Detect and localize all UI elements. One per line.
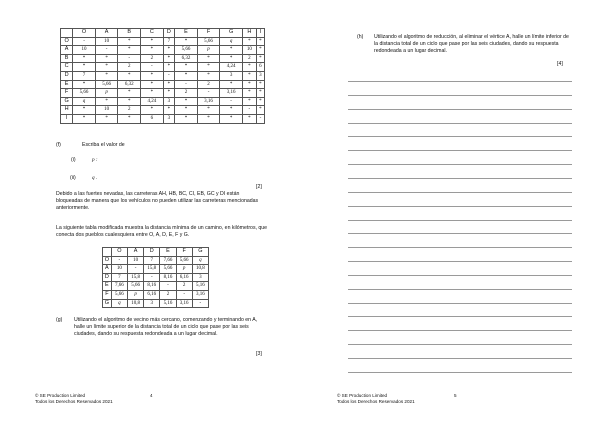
distance-cell: - xyxy=(95,46,118,55)
answer-line xyxy=(348,123,572,124)
distance-cell: * xyxy=(175,114,198,123)
distance-cell: * xyxy=(73,80,96,89)
distance-cell: * xyxy=(175,97,198,106)
distance-cell: * xyxy=(242,97,256,106)
distance-cell: - xyxy=(176,290,192,299)
table-row xyxy=(103,290,209,299)
answer-line xyxy=(348,95,572,96)
row-label-cell: E xyxy=(103,282,112,291)
distance-cell: * xyxy=(163,106,175,115)
table-header-cell: E xyxy=(160,248,176,257)
answer-line xyxy=(348,81,572,82)
distance-cell: q xyxy=(111,299,127,308)
distance-cell: 3 xyxy=(144,299,160,308)
distance-cell: - xyxy=(160,282,176,291)
part-f-ii-label: (ii) xyxy=(70,175,76,181)
table-row xyxy=(61,71,265,80)
footer-left-copyright: © SE Production Limited xyxy=(35,393,86,398)
distance-cell: * xyxy=(141,37,164,46)
distance-cell: 5,66 xyxy=(73,89,96,98)
distance-cell: * xyxy=(95,54,118,63)
distance-cell: 3,16 xyxy=(220,89,243,98)
distance-cell: 15,8 xyxy=(127,273,143,282)
distance-cell: 2 xyxy=(175,89,198,98)
distance-cell: * xyxy=(256,37,264,46)
distance-cell: - xyxy=(111,256,127,265)
distance-cell: p xyxy=(127,290,143,299)
distance-cell: 7 xyxy=(144,256,160,265)
distance-cell: * xyxy=(163,63,175,72)
answer-line xyxy=(348,275,572,276)
distance-cell: * xyxy=(197,63,220,72)
row-label-cell: F xyxy=(61,89,73,98)
table-header-row xyxy=(103,248,209,257)
distance-cell: 10,8 xyxy=(192,265,208,274)
row-label-cell: D xyxy=(103,273,112,282)
row-label-cell: O xyxy=(61,37,73,46)
distance-cell: * xyxy=(220,80,243,89)
distance-cell: 6,32 xyxy=(118,80,141,89)
distance-cell: 2 xyxy=(197,80,220,89)
distance-cell: * xyxy=(197,106,220,115)
table-row xyxy=(103,282,209,291)
distance-cell: - xyxy=(220,97,243,106)
row-label-cell: C xyxy=(61,63,73,72)
table-row xyxy=(103,299,209,308)
distance-cell: 15,8 xyxy=(144,265,160,274)
part-h-marks: [4] xyxy=(557,61,563,67)
distance-cell: 10 xyxy=(73,46,96,55)
answer-line xyxy=(348,109,572,110)
answer-line xyxy=(348,150,572,151)
table-row xyxy=(61,97,265,106)
table-header-cell xyxy=(61,29,73,38)
distance-cell: - xyxy=(197,89,220,98)
footer-right-rights: Todos los Derechos Reservados 2021 xyxy=(337,399,415,404)
distance-cell: 2 xyxy=(242,54,256,63)
distance-cell: 5,66 xyxy=(127,282,143,291)
answer-line xyxy=(348,192,572,193)
distance-cell: q xyxy=(73,97,96,106)
part-g-marks: [3] xyxy=(256,351,262,357)
distance-cell: 3 xyxy=(163,97,175,106)
distance-cell: 2 xyxy=(160,290,176,299)
distance-cell: 5,66 xyxy=(175,46,198,55)
distance-cell: - xyxy=(141,63,164,72)
distance-cell: * xyxy=(242,37,256,46)
row-label-cell: G xyxy=(103,299,112,308)
table-header-cell: D xyxy=(144,248,160,257)
distance-cell: 5,16 xyxy=(160,299,176,308)
table-row xyxy=(61,46,265,55)
page-number-left: 4 xyxy=(150,393,153,398)
answer-line xyxy=(348,372,572,373)
distance-cell: * xyxy=(118,89,141,98)
row-label-cell: F xyxy=(103,290,112,299)
distance-table-full xyxy=(60,28,265,124)
distance-cell: 6,16 xyxy=(176,273,192,282)
distance-cell: * xyxy=(242,89,256,98)
distance-cell: 8,16 xyxy=(144,282,160,291)
distance-cell: 2 xyxy=(118,106,141,115)
distance-cell: 5,66 xyxy=(111,290,127,299)
table-header-cell: E xyxy=(175,29,198,38)
distance-cell: * xyxy=(141,71,164,80)
distance-cell: * xyxy=(95,71,118,80)
footer-left-rights: Todos los Derechos Reservados 2021 xyxy=(35,399,113,404)
footer-left xyxy=(35,393,113,405)
distance-cell: 10,8 xyxy=(127,299,143,308)
page-right xyxy=(300,0,600,424)
distance-cell: * xyxy=(73,63,96,72)
table-row xyxy=(61,37,265,46)
distance-cell: - xyxy=(118,54,141,63)
table-header-cell: D xyxy=(163,29,175,38)
distance-cell: * xyxy=(175,63,198,72)
distance-cell: p xyxy=(95,89,118,98)
distance-cell: * xyxy=(256,89,264,98)
distance-cell: 5,16 xyxy=(192,282,208,291)
distance-cell: - xyxy=(144,273,160,282)
table-header-cell: F xyxy=(197,29,220,38)
table-header-row xyxy=(61,29,265,38)
row-label-cell: B xyxy=(61,54,73,63)
answer-line xyxy=(348,206,572,207)
answer-line xyxy=(348,316,572,317)
answer-line xyxy=(348,330,572,331)
part-f-label: (f) xyxy=(56,142,61,148)
row-label-cell: I xyxy=(61,114,73,123)
table-header-cell: I xyxy=(256,29,264,38)
answer-line xyxy=(348,303,572,304)
distance-cell: 6 xyxy=(141,114,164,123)
distance-cell: - xyxy=(73,37,96,46)
distance-cell: * xyxy=(118,37,141,46)
answer-line xyxy=(348,233,572,234)
distance-cell: * xyxy=(95,63,118,72)
distance-cell: * xyxy=(73,106,96,115)
table-row xyxy=(61,114,265,123)
distance-cell: 6,32 xyxy=(175,54,198,63)
distance-cell: * xyxy=(175,37,198,46)
distance-cell: * xyxy=(197,54,220,63)
distance-cell: 3 xyxy=(192,273,208,282)
part-f-marks: [2] xyxy=(256,184,262,190)
distance-cell: * xyxy=(118,97,141,106)
distance-cell: * xyxy=(141,89,164,98)
row-label-cell: E xyxy=(61,80,73,89)
distance-cell: - xyxy=(242,106,256,115)
distance-cell: * xyxy=(95,97,118,106)
distance-cell: * xyxy=(220,46,243,55)
distance-cell: 3,16 xyxy=(192,290,208,299)
distance-cell: 5,66 xyxy=(160,265,176,274)
part-h-label: (h) xyxy=(357,34,364,40)
row-label-cell: A xyxy=(61,46,73,55)
table-header-cell: A xyxy=(95,29,118,38)
distance-cell: - xyxy=(163,71,175,80)
part-g-label: (g) xyxy=(56,317,63,323)
table-row xyxy=(103,256,209,265)
distance-cell: 10 xyxy=(95,106,118,115)
table-header-cell: C xyxy=(141,29,164,38)
distance-cell: 7 xyxy=(111,273,127,282)
distance-cell: 7,66 xyxy=(111,282,127,291)
distance-cell: * xyxy=(118,114,141,123)
table-header-cell: F xyxy=(176,248,192,257)
table-header-cell: G xyxy=(220,29,243,38)
table-header-cell: O xyxy=(73,29,96,38)
part-h-text: Utilizando el algoritmo de reducción, al eliminar el vértice A, halle un límite inferior de la distancia total de un ciclo que pase por las seis ciudades, dando su respuesta redondeada a un lugar decimal. xyxy=(374,34,569,54)
answer-line xyxy=(348,220,572,221)
distance-cell: * xyxy=(197,114,220,123)
distance-cell: * xyxy=(163,80,175,89)
answer-line xyxy=(348,136,572,137)
distance-cell: * xyxy=(118,71,141,80)
distance-cell: * xyxy=(256,97,264,106)
distance-cell: 7,66 xyxy=(160,256,176,265)
distance-cell: 10 xyxy=(242,46,256,55)
distance-cell: 3 xyxy=(220,71,243,80)
answer-line xyxy=(348,178,572,179)
distance-cell: - xyxy=(192,299,208,308)
answer-line xyxy=(348,247,572,248)
answer-line xyxy=(348,358,572,359)
distance-cell: * xyxy=(242,80,256,89)
distance-cell: 2 xyxy=(118,63,141,72)
answer-line xyxy=(348,164,572,165)
distance-cell: 3,16 xyxy=(197,97,220,106)
distance-cell: q xyxy=(192,256,208,265)
table-row xyxy=(61,63,265,72)
distance-cell: 3 xyxy=(256,71,264,80)
footer-right xyxy=(337,393,415,405)
distance-cell: q xyxy=(220,37,243,46)
row-label-cell: D xyxy=(61,71,73,80)
distance-cell: * xyxy=(175,71,198,80)
row-label-cell: O xyxy=(103,256,112,265)
distance-cell: * xyxy=(220,114,243,123)
part-f-text: Escriba el valor de xyxy=(82,142,125,148)
table-header-cell: B xyxy=(118,29,141,38)
table-header-cell: G xyxy=(192,248,208,257)
distance-cell: * xyxy=(197,71,220,80)
distance-cell: 7 xyxy=(73,71,96,80)
distance-cell: * xyxy=(141,80,164,89)
distance-cell: 10 xyxy=(111,265,127,274)
distance-cell: * xyxy=(256,54,264,63)
distance-cell: 8,16 xyxy=(160,273,176,282)
table-header-cell: H xyxy=(242,29,256,38)
distance-cell: - xyxy=(127,265,143,274)
distance-cell: 5,66 xyxy=(95,80,118,89)
distance-cell: 2 xyxy=(176,282,192,291)
paragraph-modified-table: La siguiente tabla modificada muestra la distancia mínima de un camino, en kilómetros, que conecta dos pueblos cualesquiera entre O, A, D, E, F y G. xyxy=(56,225,268,238)
row-label-cell: A xyxy=(103,265,112,274)
part-f-i-label: (i) xyxy=(71,157,76,163)
distance-cell: * xyxy=(73,54,96,63)
distance-cell: 3 xyxy=(163,114,175,123)
paragraph-road-closure: Debido a las fuertes nevadas, las carreteras AH, HB, BC, CI, EB, GC y DI están bloqueadas de manera que los vehículos no pueden utilizar las carreteras mencionadas anteriormente. xyxy=(56,191,259,211)
distance-cell: * xyxy=(242,114,256,123)
row-label-cell: G xyxy=(61,97,73,106)
table-header-cell: A xyxy=(127,248,143,257)
distance-cell: * xyxy=(256,106,264,115)
distance-cell: * xyxy=(163,54,175,63)
distance-cell: 4,24 xyxy=(220,63,243,72)
table-header-cell: O xyxy=(111,248,127,257)
table-row xyxy=(103,265,209,274)
table-header-cell xyxy=(103,248,112,257)
page-number-right: 5 xyxy=(454,393,457,398)
answer-line xyxy=(348,344,572,345)
distance-cell: * xyxy=(256,46,264,55)
distance-cell: 10 xyxy=(95,37,118,46)
answer-line xyxy=(348,289,572,290)
distance-cell: 7 xyxy=(163,37,175,46)
distance-cell: 3,16 xyxy=(176,299,192,308)
distance-cell: 6,16 xyxy=(144,290,160,299)
distance-cell: * xyxy=(118,46,141,55)
distance-cell: * xyxy=(163,89,175,98)
distance-cell: * xyxy=(141,46,164,55)
distance-cell: * xyxy=(163,46,175,55)
distance-cell: * xyxy=(242,63,256,72)
distance-cell: * xyxy=(256,80,264,89)
table-row xyxy=(61,54,265,63)
distance-cell: - xyxy=(175,80,198,89)
distance-cell: * xyxy=(220,54,243,63)
distance-cell: * xyxy=(242,71,256,80)
table-row xyxy=(61,80,265,89)
distance-cell: p xyxy=(176,265,192,274)
distance-cell: 5,66 xyxy=(176,256,192,265)
distance-cell: 5,66 xyxy=(197,37,220,46)
distance-cell: * xyxy=(175,106,198,115)
distance-cell: 10 xyxy=(127,256,143,265)
distance-cell: * xyxy=(141,106,164,115)
part-f-i-var: p : xyxy=(92,157,98,163)
distance-cell: 4,24 xyxy=(141,97,164,106)
distance-cell: p xyxy=(197,46,220,55)
distance-cell: * xyxy=(95,114,118,123)
distance-cell: * xyxy=(220,106,243,115)
row-label-cell: H xyxy=(61,106,73,115)
distance-cell: 2 xyxy=(141,54,164,63)
part-g-text: Utilizando el algoritmo de vecino más cercano, comenzando y terminando en A, halle un límite superior de la distancia total de un ciclo que pase por las seis ciudades, dando su respuesta redondeada a un lugar decimal. xyxy=(74,317,258,337)
part-f-ii-var: q . xyxy=(92,175,98,181)
distance-cell: * xyxy=(73,114,96,123)
footer-right-copyright: © SE Production Limited xyxy=(337,393,388,398)
distance-table-modified xyxy=(102,247,209,308)
table-row xyxy=(61,106,265,115)
table-row xyxy=(103,273,209,282)
distance-cell: - xyxy=(256,114,264,123)
answer-line xyxy=(348,261,572,262)
distance-cell: 6 xyxy=(256,63,264,72)
table-row xyxy=(61,89,265,98)
